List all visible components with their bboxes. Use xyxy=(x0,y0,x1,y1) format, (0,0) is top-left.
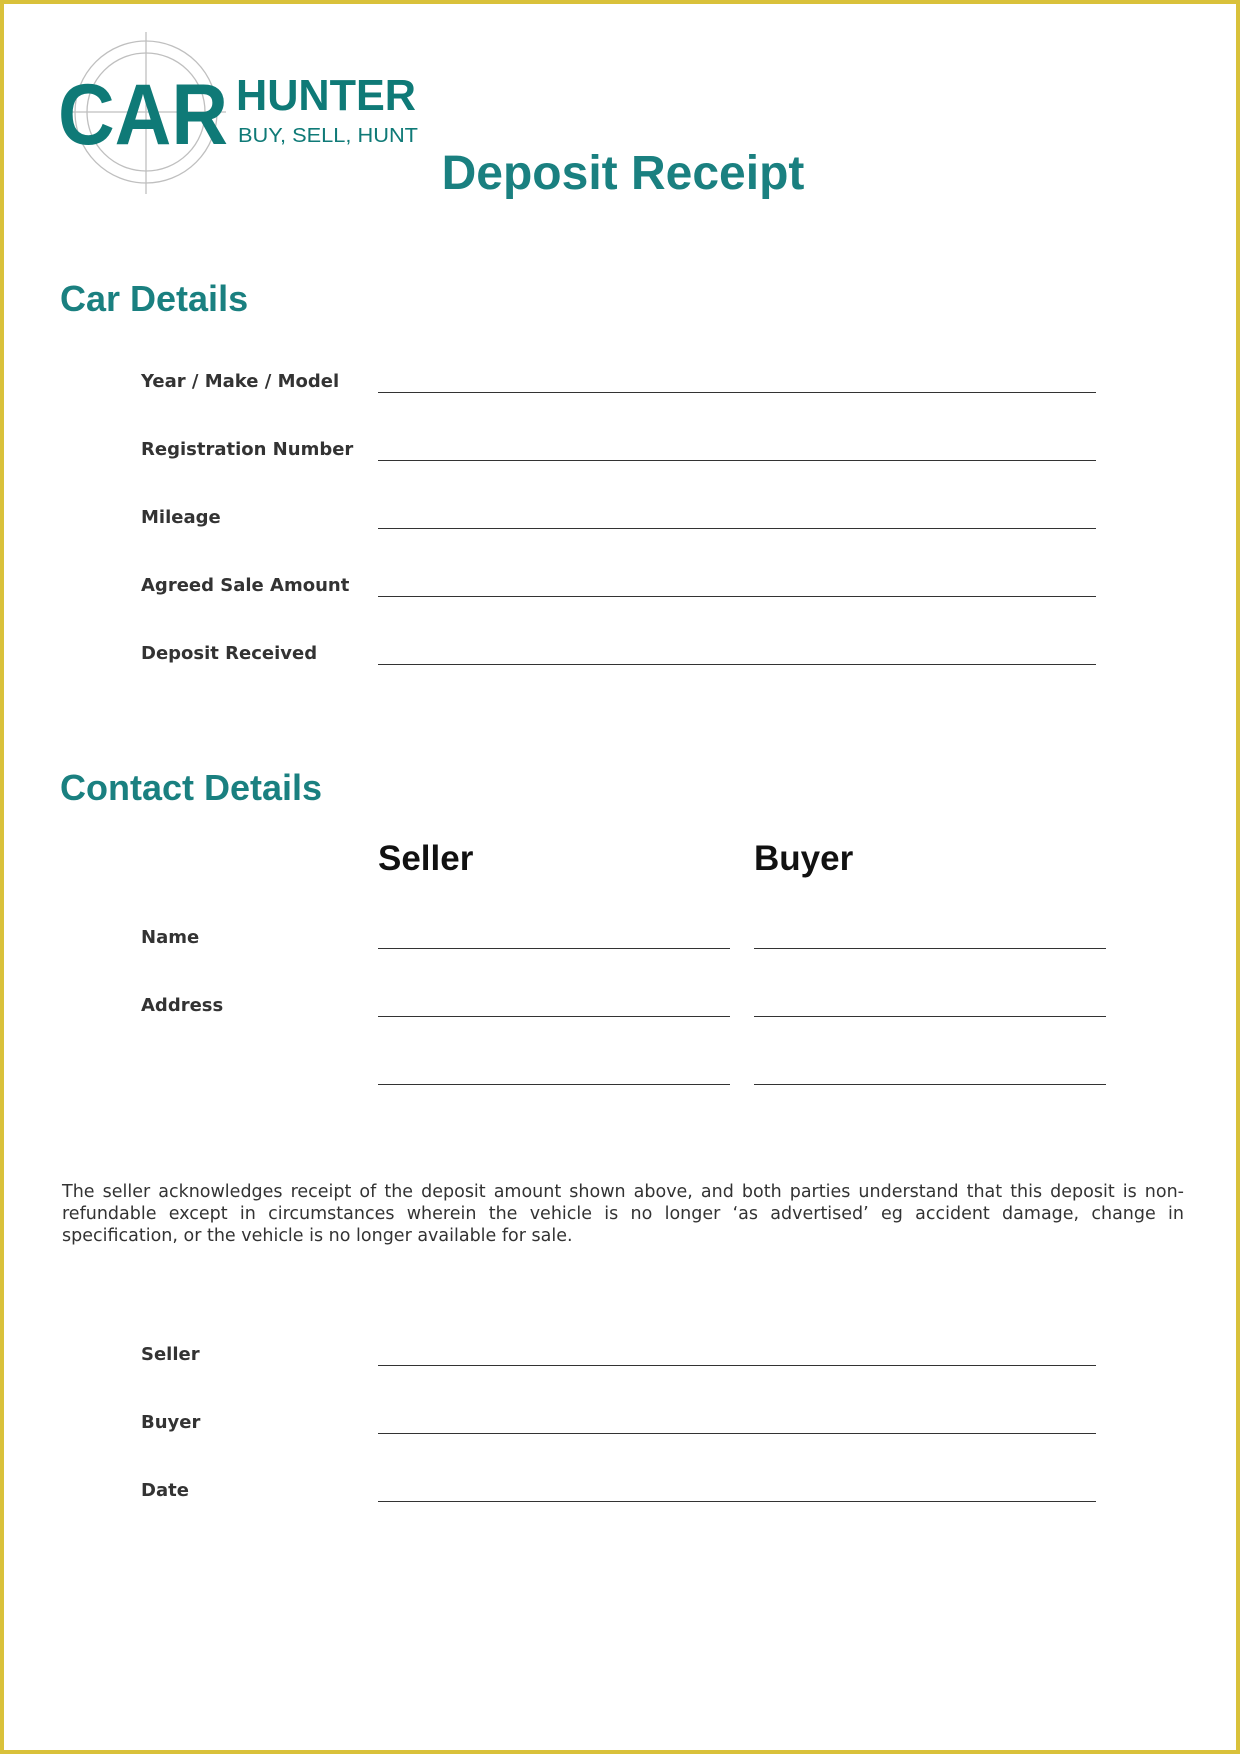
seller-address-line-2-blank[interactable] xyxy=(378,1084,730,1085)
field-label: Deposit Received xyxy=(141,643,318,664)
field-label: Name xyxy=(141,927,200,948)
field-year-make-model xyxy=(4,370,1240,400)
buyer-address-line-1-blank[interactable] xyxy=(754,1016,1106,1017)
acknowledgement-text: The seller acknowledges receipt of the deposit amount shown above, and both parties understand that this deposit is non-refundable except in circumstances wherein the vehicle is no longer ‘as advertised’ eg accident damage, change in specification, or the vehicle is no longer available for sale. xyxy=(62,1182,1184,1246)
buyer-signature-blank[interactable] xyxy=(378,1433,1096,1434)
signature-buyer xyxy=(4,1411,1240,1441)
buyer-address-line-2-blank[interactable] xyxy=(754,1084,1106,1085)
field-address xyxy=(4,994,1240,1024)
buyer-name-blank[interactable] xyxy=(754,948,1106,949)
field-label: Agreed Sale Amount xyxy=(141,575,350,596)
document-title xyxy=(4,146,1240,201)
signature-seller xyxy=(4,1343,1240,1373)
logo-tagline: BUY, SELL, HUNT xyxy=(238,125,418,147)
seller-name-blank[interactable] xyxy=(378,948,730,949)
registration-number-blank[interactable] xyxy=(378,460,1096,461)
field-address-continued xyxy=(4,1062,1240,1092)
field-label: Year / Make / Model xyxy=(141,371,340,392)
field-name xyxy=(4,926,1240,956)
seller-signature-blank[interactable] xyxy=(378,1365,1096,1366)
signature-date xyxy=(4,1479,1240,1509)
field-label: Seller xyxy=(141,1344,200,1365)
field-label: Date xyxy=(141,1480,189,1501)
agreed-sale-amount-blank[interactable] xyxy=(378,596,1096,597)
contact-details-heading: Contact Details xyxy=(60,767,323,808)
seller-address-line-1-blank[interactable] xyxy=(378,1016,730,1017)
field-label: Registration Number xyxy=(141,439,354,460)
document-title-text: Deposit Receipt xyxy=(441,147,805,200)
year-make-model-blank[interactable] xyxy=(378,392,1096,393)
mileage-blank[interactable] xyxy=(378,528,1096,529)
field-mileage xyxy=(4,506,1240,536)
date-blank[interactable] xyxy=(378,1501,1096,1502)
field-label: Buyer xyxy=(141,1412,201,1433)
field-label: Mileage xyxy=(141,507,221,528)
field-registration-number xyxy=(4,438,1240,468)
deposit-received-blank[interactable] xyxy=(378,664,1096,665)
seller-column-heading: Seller xyxy=(378,839,474,878)
car-details-heading: Car Details xyxy=(60,278,249,319)
field-label: Address xyxy=(141,995,224,1016)
logo-brand-main: CAR xyxy=(58,67,228,163)
logo-brand-secondary: HUNTER xyxy=(236,71,416,120)
buyer-column-heading: Buyer xyxy=(754,839,854,878)
field-deposit-received xyxy=(4,642,1240,672)
field-agreed-sale-amount xyxy=(4,574,1240,604)
